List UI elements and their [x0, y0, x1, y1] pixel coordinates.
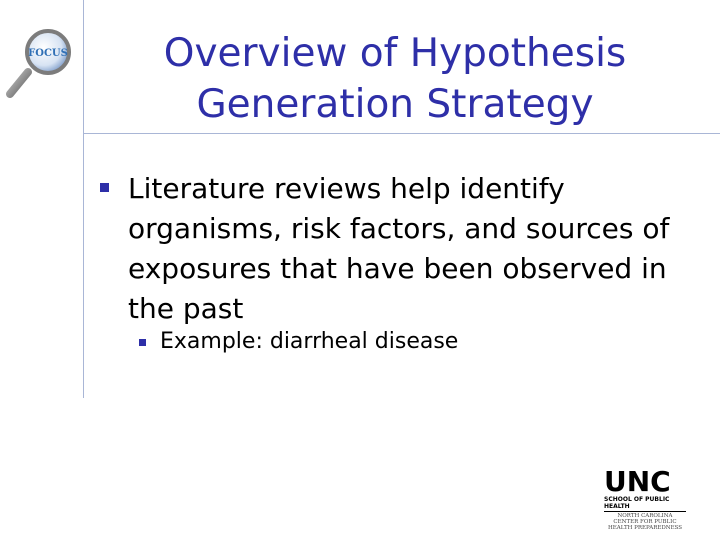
- sub-bullet-item: [139, 326, 679, 358]
- magnifying-glass-icon: [6, 28, 84, 98]
- unc-letters: UNC: [604, 465, 671, 498]
- bullet-item: [100, 169, 690, 329]
- sub-bullet-text: Example: diarrheal disease: [160, 329, 459, 354]
- bullet-text: Literature reviews help identify organisms, risk factors, and sources of exposures that have been observed in the past: [128, 172, 670, 325]
- unc-center-line: NORTH CAROLINA: [617, 513, 673, 519]
- square-bullet-icon: [100, 183, 109, 192]
- focus-logo: [6, 28, 84, 98]
- unc-logo: [604, 465, 686, 531]
- square-bullet-icon: [139, 339, 146, 346]
- unc-school-name: SCHOOL OF PUBLIC HEALTH: [604, 496, 686, 512]
- slide-title: Overview of Hypothesis Generation Strategy: [163, 31, 627, 127]
- unc-center-line: CENTER FOR PUBLIC: [613, 519, 677, 525]
- unc-center-line: HEALTH PREPAREDNESS: [607, 525, 683, 531]
- horizontal-divider: [83, 133, 720, 134]
- focus-logo-text: FOCUS: [28, 48, 68, 59]
